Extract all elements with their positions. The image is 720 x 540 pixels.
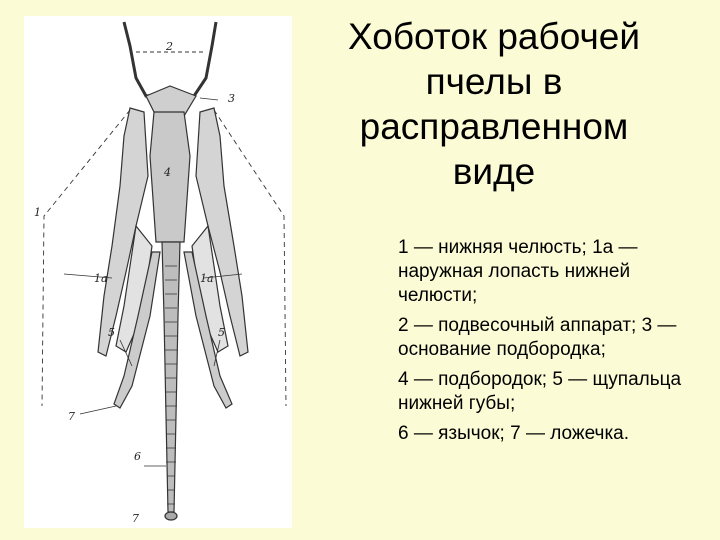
caption-line: 4 — подбородок; 5 — щупальца нижней губы; bbox=[398, 369, 682, 414]
proboscis-drawing bbox=[42, 22, 286, 520]
label-5-left: 5 bbox=[108, 326, 115, 339]
label-1a-right: 1а bbox=[200, 272, 214, 285]
caption-line: 1 — нижняя челюсть; 1а — наружная лопасть нижней челюсти; bbox=[398, 237, 638, 306]
bee-proboscis-illustration bbox=[24, 16, 292, 528]
caption-line: 2 — подвесочный аппарат; 3 — основание подбородка; bbox=[398, 315, 677, 360]
label-7-bottom: 7 bbox=[132, 512, 139, 525]
label-5-right: 5 bbox=[218, 326, 225, 339]
figure-caption bbox=[398, 236, 698, 452]
label-3: 3 bbox=[228, 92, 235, 105]
caption-line: 6 — язычок; 7 — ложечка. bbox=[398, 423, 630, 444]
label-4: 4 bbox=[164, 166, 171, 179]
label-2: 2 bbox=[166, 40, 173, 53]
label-1a-left: 1а bbox=[94, 272, 108, 285]
label-6: 6 bbox=[134, 450, 141, 463]
label-1: 1 bbox=[34, 206, 41, 219]
label-7-left: 7 bbox=[68, 410, 75, 423]
slide-title: Хоботок рабочей пчелы в расправленном виде bbox=[347, 16, 640, 192]
